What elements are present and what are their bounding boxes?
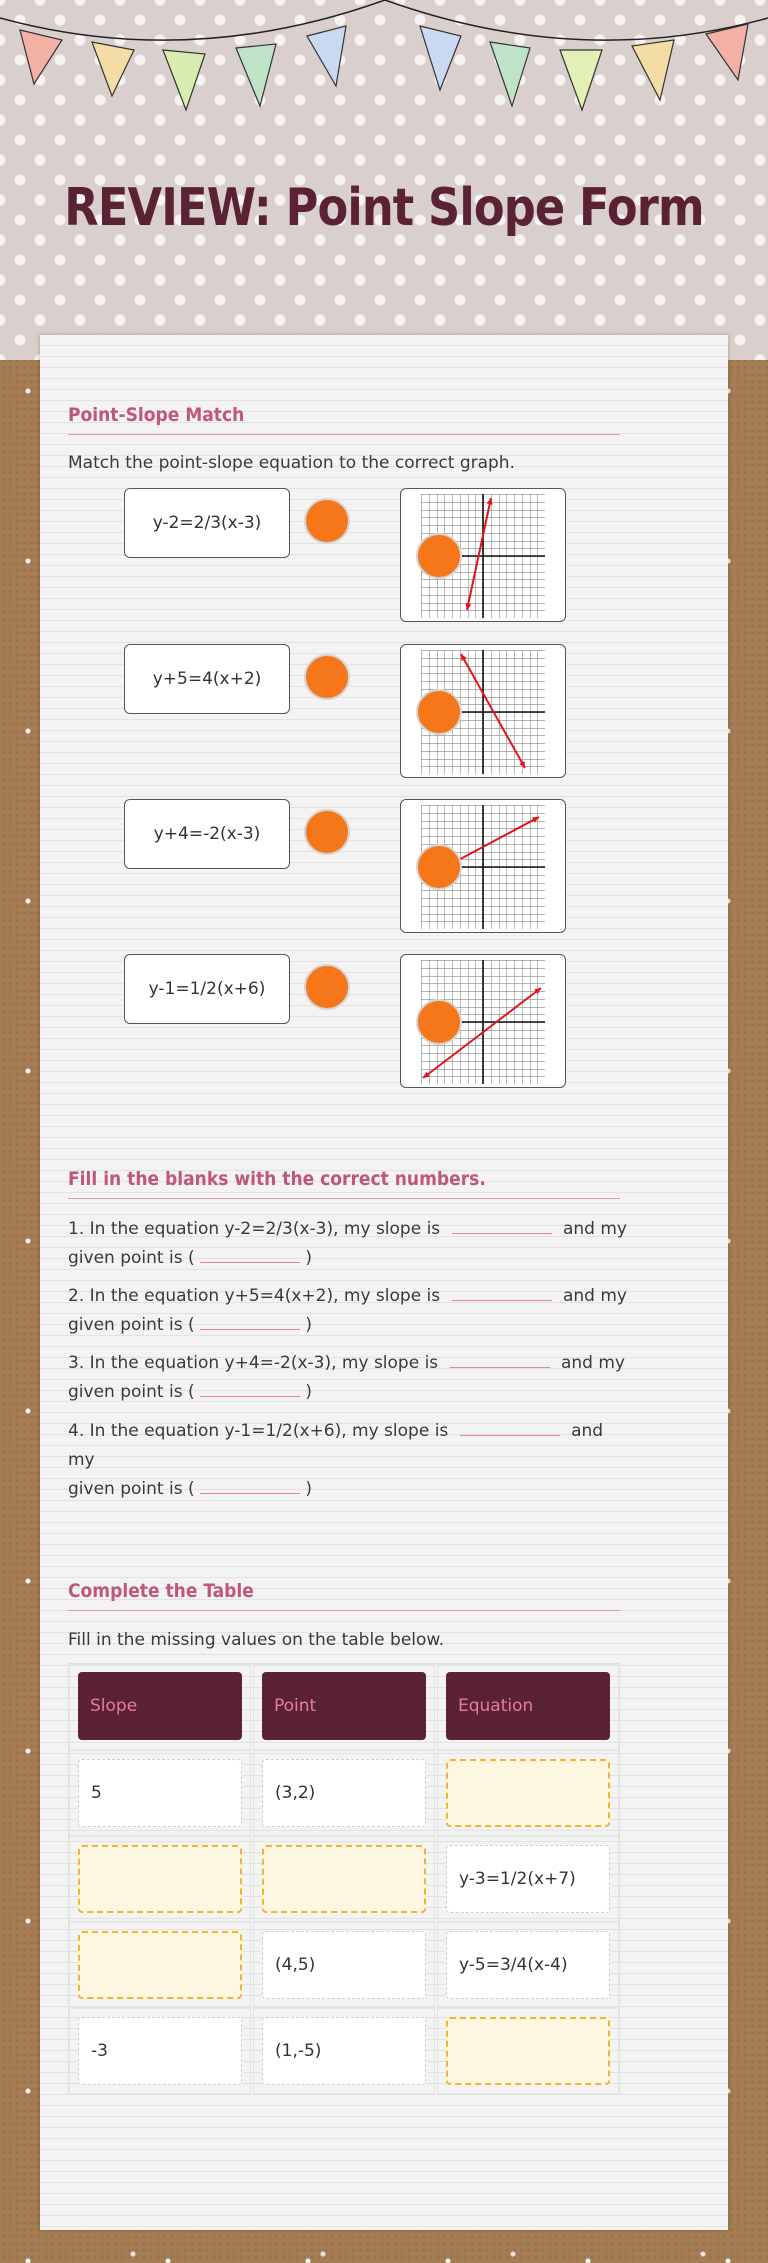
point-blank[interactable] xyxy=(200,1312,300,1330)
answer-input[interactable] xyxy=(78,1931,242,1999)
fill-question xyxy=(68,1282,628,1340)
table-cell xyxy=(253,2008,435,2094)
slope-blank[interactable] xyxy=(460,1418,560,1436)
equation-label: y+5=4(x+2) xyxy=(152,669,262,689)
bunting-decoration xyxy=(0,0,768,120)
table-header-cell xyxy=(437,1664,619,1750)
table-cell xyxy=(253,1836,435,1922)
match-connector-left[interactable] xyxy=(304,964,350,1010)
point-blank[interactable] xyxy=(200,1245,300,1263)
table-cell xyxy=(69,1922,251,2008)
table-cell xyxy=(253,1750,435,1836)
table-cell xyxy=(69,1750,251,1836)
answer-input[interactable] xyxy=(262,1845,426,1913)
point-blank[interactable] xyxy=(200,1379,300,1397)
question-text: ) xyxy=(305,1382,313,1402)
table-header-cell xyxy=(69,1664,251,1750)
given-value: -3 xyxy=(78,2017,242,2085)
table-cell xyxy=(437,2008,619,2094)
table-header-cell xyxy=(253,1664,435,1750)
equation-card[interactable] xyxy=(124,799,290,869)
match-connector-left[interactable] xyxy=(304,809,350,855)
answer-input[interactable] xyxy=(78,1845,242,1913)
match-instructions: Match the point-slope equation to the correct graph. xyxy=(68,453,515,473)
graph-line xyxy=(467,498,491,610)
point-blank[interactable] xyxy=(200,1476,300,1494)
match-connector-right[interactable] xyxy=(416,689,462,735)
equation-label: y-1=1/2(x+6) xyxy=(148,979,266,999)
page-title: REVIEW: Point Slope Form xyxy=(64,178,704,238)
question-text: ) xyxy=(305,1248,313,1268)
question-text: given point is ( xyxy=(68,1248,195,1268)
header-label: Slope xyxy=(78,1672,242,1740)
slope-blank[interactable] xyxy=(452,1283,552,1301)
question-text: 3. In the equation y+4=-2(x-3), my slope is xyxy=(68,1353,439,1373)
given-value: y-5=3/4(x-4) xyxy=(446,1931,610,1999)
table-cell xyxy=(437,1922,619,2008)
given-value: 5 xyxy=(78,1759,242,1827)
fill-question xyxy=(68,1349,628,1407)
graph-line xyxy=(461,654,525,768)
question-text: and my xyxy=(562,1219,627,1239)
equation-card[interactable] xyxy=(124,644,290,714)
table-cell xyxy=(437,1836,619,1922)
table-heading: Complete the Table xyxy=(68,1580,620,1611)
match-connector-left[interactable] xyxy=(304,498,350,544)
question-text: 4. In the equation y-1=1/2(x+6), my slope is xyxy=(68,1421,449,1441)
given-value: (1,-5) xyxy=(262,2017,426,2085)
answer-input[interactable] xyxy=(446,1759,610,1827)
header-label: Equation xyxy=(446,1672,610,1740)
fill-question xyxy=(68,1215,628,1273)
answer-input[interactable] xyxy=(446,2017,610,2085)
match-connector-right[interactable] xyxy=(416,533,462,579)
match-connector-right[interactable] xyxy=(416,844,462,890)
given-value: (3,2) xyxy=(262,1759,426,1827)
question-text: 1. In the equation y-2=2/3(x-3), my slope is xyxy=(68,1219,441,1239)
table-cell xyxy=(69,1836,251,1922)
slope-blank[interactable] xyxy=(450,1350,550,1368)
table-cell xyxy=(69,2008,251,2094)
table-cell xyxy=(437,1750,619,1836)
table-cell xyxy=(253,1922,435,2008)
slope-blank[interactable] xyxy=(452,1216,552,1234)
question-text: given point is ( xyxy=(68,1382,195,1402)
equation-card[interactable] xyxy=(124,488,290,558)
given-value: y-3=1/2(x+7) xyxy=(446,1845,610,1913)
question-text: and my xyxy=(68,1421,604,1470)
question-text: and my xyxy=(560,1353,625,1373)
question-text: and my xyxy=(562,1286,627,1306)
question-text: ) xyxy=(305,1315,313,1335)
match-connector-right[interactable] xyxy=(416,999,462,1045)
header-banner xyxy=(0,0,768,360)
equation-card[interactable] xyxy=(124,954,290,1024)
match-heading: Point-Slope Match xyxy=(68,404,620,435)
table-instructions: Fill in the missing values on the table below. xyxy=(68,1630,445,1650)
header-label: Point xyxy=(262,1672,426,1740)
match-connector-left[interactable] xyxy=(304,654,350,700)
fill-question xyxy=(68,1417,628,1504)
equation-label: y-2=2/3(x-3) xyxy=(152,513,262,533)
question-text: ) xyxy=(305,1479,313,1499)
given-value: (4,5) xyxy=(262,1931,426,1999)
values-table xyxy=(68,1663,620,2095)
equation-label: y+4=-2(x-3) xyxy=(153,824,261,844)
question-text: given point is ( xyxy=(68,1479,195,1499)
question-text: 2. In the equation y+5=4(x+2), my slope is xyxy=(68,1286,441,1306)
question-text: given point is ( xyxy=(68,1315,195,1335)
fill-heading: Fill in the blanks with the correct numbers. xyxy=(68,1168,620,1199)
